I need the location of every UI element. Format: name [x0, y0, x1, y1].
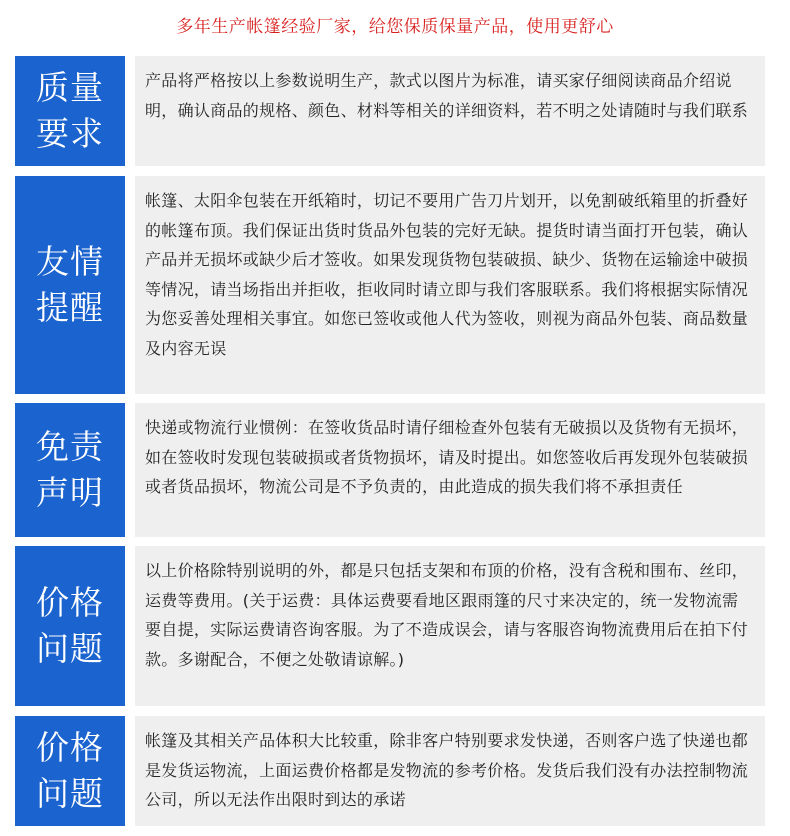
section-text: 产品将严格按以上参数说明生产，款式以图片为标准，请买家仔细阅读商品介绍说明，确认商品的规格、颜色、材料等相关的详细资料，若不明之处请随时与我们联系 [135, 56, 765, 166]
section-price-issues-shipping [15, 716, 765, 826]
section-label-line1: 价格 [36, 728, 104, 767]
section-label [15, 176, 125, 394]
section-label [15, 546, 125, 706]
section-label [15, 56, 125, 166]
section-label-line1: 质量 [36, 68, 104, 107]
section-label-line2: 提醒 [36, 288, 104, 327]
section-disclaimer [15, 403, 765, 537]
banner-slogan: 多年生产帐篷经验厂家，给您保质保量产品，使用更舒心 [176, 16, 614, 37]
section-label-line1: 友情 [36, 242, 104, 281]
section-label-line2: 问题 [36, 629, 104, 668]
section-label-line1: 免责 [36, 427, 104, 466]
section-friendly-reminder [15, 176, 765, 394]
section-text: 帐篷、太阳伞包装在开纸箱时，切记不要用广告刀片划开，以免割破纸箱里的折叠好的帐篷布顶。我们保证出货时货品外包装的完好无缺。提货时请当面打开包装，确认产品并无损坏或缺少后才签收。如果发现货物包装破损、缺少、货物在运输途中破损等情况，请当场指出并拒收，拒收同时请立即与我们客服联系。我们将根据实际情况为您妥善处理相关事宜。如您已签收或他人代为签收，则视为商品外包装、商品数量及内容无误 [135, 176, 765, 394]
section-text: 以上价格除特别说明的外，都是只包括支架和布顶的价格，没有含税和围布、丝印，运费等费用。(关于运费：具体运费要看地区跟雨篷的尺寸来决定的，统一发物流需要自提，实际运费请咨询客服。为了不造成误会，请与客服咨询物流费用后在拍下付款。多谢配合，不便之处敬请谅解。) [135, 546, 765, 706]
section-label-line2: 要求 [36, 114, 104, 153]
section-text: 帐篷及其相关产品体积大比较重，除非客户特别要求发快递，否则客户选了快递也都是发货运物流，上面运费价格都是发物流的参考价格。发货后我们没有办法控制物流公司，所以无法作出限时到达的承诺 [135, 716, 765, 826]
section-label-line2: 问题 [36, 774, 104, 813]
section-quality-requirements [15, 56, 765, 166]
section-price-issues [15, 546, 765, 706]
section-label [15, 403, 125, 537]
section-label-line2: 声明 [36, 473, 104, 512]
section-label [15, 716, 125, 826]
section-text: 快递或物流行业惯例：在签收货品时请仔细检查外包装有无破损以及货物有无损坏，如在签收时发现包装破损或者货物损坏，请及时提出。如您签收后再发现外包装破损或者货品损坏，物流公司是不予负责的，由此造成的损失我们将不承担责任 [135, 403, 765, 537]
section-label-line1: 价格 [36, 583, 104, 622]
